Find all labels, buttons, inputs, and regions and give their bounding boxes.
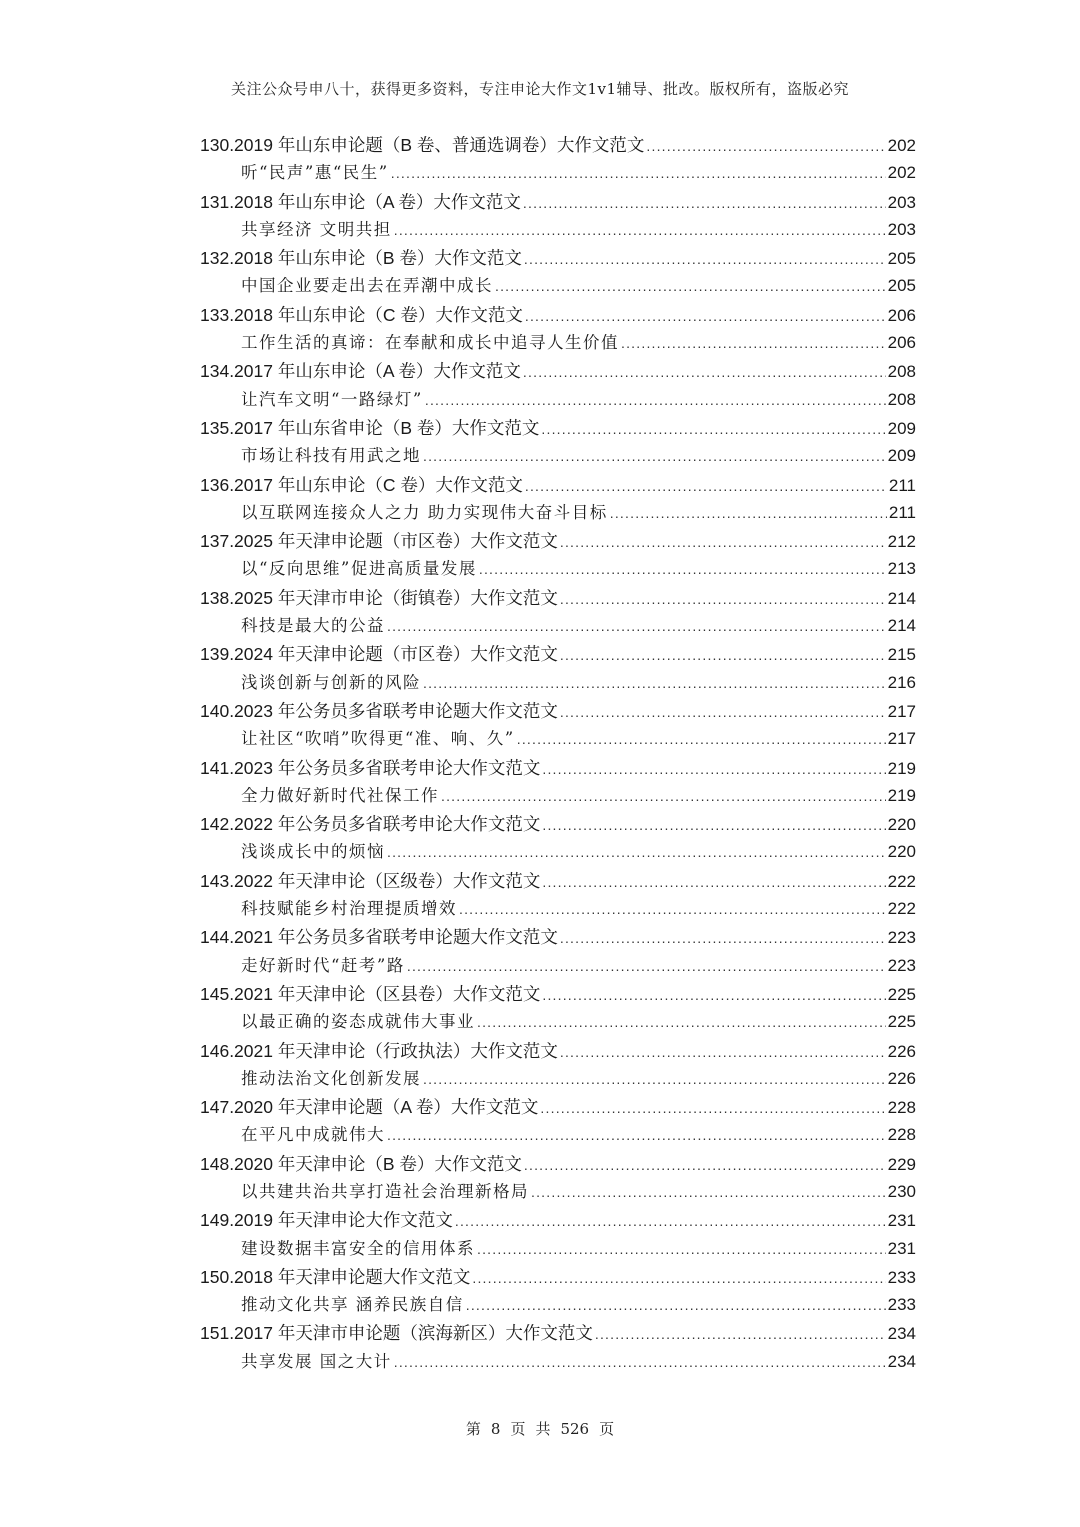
toc-entry-page-number: 233 (887, 1267, 916, 1287)
dot-leader (542, 981, 885, 1008)
dot-leader (394, 216, 886, 244)
toc-entry-title: 145.2021 年天津申论（区县卷）大作文范文 (200, 983, 541, 1004)
toc-entry[interactable] (200, 357, 916, 385)
toc-subentry-page-number: 216 (887, 672, 916, 692)
toc-subentry-page-number: 222 (887, 899, 916, 919)
toc-subentry-title: 推动文化共享 涵养民族自信 (241, 1295, 464, 1315)
toc-entry-page-number: 211 (888, 475, 916, 495)
toc-subentry[interactable] (200, 612, 916, 640)
toc-entry-title: 141.2023 年公务员多省联考申论大作文范文 (200, 757, 541, 778)
toc-subentry-title: 浅谈创新与创新的风险 (241, 672, 421, 692)
toc-entry-page-number: 215 (887, 645, 916, 665)
toc-entry-page-number: 234 (887, 1324, 916, 1344)
dot-leader (459, 895, 886, 923)
toc-entry-title: 135.2017 年山东省申论（B 卷）大作文范文 (200, 417, 540, 438)
toc-entry-title: 132.2018 年山东申论（B 卷）大作文范文 (200, 248, 522, 269)
toc-subentry-title: 推动法治文化创新发展 (241, 1068, 421, 1088)
toc-subentry-title: 以“反向思维”促进高质量发展 (241, 559, 477, 579)
toc-entry[interactable] (200, 471, 916, 499)
toc-subentry-title: 共享发展 国之大计 (241, 1351, 392, 1371)
toc-entry[interactable] (200, 414, 916, 442)
toc-subentry[interactable] (200, 216, 916, 244)
toc-subentry[interactable] (200, 272, 916, 300)
toc-subentry-page-number: 209 (887, 446, 916, 466)
dot-leader (423, 1065, 886, 1093)
toc-subentry-page-number: 230 (887, 1181, 916, 1201)
toc-entry[interactable] (200, 188, 916, 216)
dot-leader (610, 499, 887, 527)
toc-entry-title: 137.2025 年天津申论题（市区卷）大作文范文 (200, 531, 558, 552)
toc-entry-title: 148.2020 年天津申论（B 卷）大作文范文 (200, 1153, 522, 1174)
toc-subentry[interactable] (200, 499, 916, 527)
toc-subentry[interactable] (200, 782, 916, 810)
toc-subentry-title: 全力做好新时代社保工作 (241, 785, 439, 805)
toc-entry-page-number: 223 (887, 928, 916, 948)
toc-entry[interactable] (200, 923, 916, 951)
toc-entry-title: 143.2022 年天津申论（区级卷）大作文范文 (200, 870, 541, 891)
toc-entry-page-number: 203 (887, 192, 916, 212)
toc-subentry[interactable] (200, 952, 916, 980)
toc-entry-page-number: 206 (887, 305, 916, 325)
dot-leader (479, 555, 886, 583)
footer-current-page: 8 (490, 1420, 501, 1438)
toc-subentry-title: 以共建共治共享打造社会治理新格局 (241, 1181, 529, 1201)
toc-entry-page-number: 214 (887, 588, 916, 608)
toc-entry[interactable] (200, 640, 916, 668)
toc-subentry-page-number: 223 (887, 955, 916, 975)
toc-entry[interactable] (200, 584, 916, 612)
toc-subentry[interactable] (200, 1121, 916, 1149)
dot-leader (560, 924, 886, 951)
dot-leader (525, 472, 887, 499)
toc-entry-page-number: 212 (887, 532, 916, 552)
toc-subentry[interactable] (200, 838, 916, 866)
toc-entry[interactable] (200, 1150, 916, 1178)
toc-subentry-page-number: 220 (887, 842, 916, 862)
toc-entry-page-number: 222 (887, 871, 916, 891)
footer-label-di: 第 (465, 1420, 481, 1438)
dot-leader (595, 1320, 886, 1347)
dot-leader (477, 1008, 886, 1036)
dot-leader (391, 159, 886, 187)
toc-subentry-page-number: 208 (887, 389, 916, 409)
toc-subentry-title: 以互联网连接众人之力 助力实现伟大奋斗目标 (241, 502, 608, 522)
toc-subentry[interactable] (200, 725, 916, 753)
toc-entry-title: 134.2017 年山东申论（A 卷）大作文范文 (200, 361, 521, 382)
toc-subentry[interactable] (200, 555, 916, 583)
toc-subentry[interactable] (200, 1348, 916, 1376)
dot-leader (560, 641, 886, 668)
toc-entry-title: 151.2017 年天津市申论题（滨海新区）大作文范文 (200, 1323, 593, 1344)
dot-leader (560, 528, 886, 555)
dot-leader (525, 302, 886, 329)
toc-subentry-title: 听“民声”惠“民生” (241, 163, 389, 183)
dot-leader (621, 329, 886, 357)
toc-entry[interactable] (200, 1206, 916, 1234)
dot-leader (531, 1178, 886, 1206)
toc-subentry-page-number: 233 (887, 1295, 916, 1315)
dot-leader (524, 1151, 886, 1178)
footer-label-gong: 共 (535, 1420, 551, 1438)
toc-entry[interactable] (200, 697, 916, 725)
dot-leader (542, 755, 885, 782)
dot-leader (387, 612, 886, 640)
dot-leader (472, 1264, 885, 1291)
toc-entry-page-number: 205 (887, 249, 916, 269)
toc-subentry[interactable] (200, 1065, 916, 1093)
toc-entry[interactable] (200, 754, 916, 782)
dot-leader (495, 272, 886, 300)
dot-leader (540, 1094, 885, 1121)
toc-subentry[interactable] (200, 386, 916, 414)
toc-entry[interactable] (200, 301, 916, 329)
toc-entry-title: 142.2022 年公务员多省联考申论大作文范文 (200, 814, 541, 835)
dot-leader (387, 1121, 886, 1149)
dot-leader (542, 811, 885, 838)
toc-entry-page-number: 226 (887, 1041, 916, 1061)
toc-subentry-page-number: 214 (887, 616, 916, 636)
toc-entry-page-number: 209 (887, 418, 916, 438)
toc-subentry-title: 建设数据丰富安全的信用体系 (241, 1238, 475, 1258)
toc-subentry-title: 科技是最大的公益 (241, 616, 385, 636)
toc-entry-page-number: 202 (887, 136, 916, 155)
toc-subentry[interactable] (200, 329, 916, 357)
toc-entry[interactable] (200, 1319, 916, 1347)
dot-leader (560, 585, 886, 612)
toc-entry[interactable] (200, 131, 916, 159)
dot-leader (455, 1207, 886, 1234)
toc-subentry[interactable] (200, 895, 916, 923)
toc-subentry-title: 中国企业要走出去在弄潮中成长 (241, 276, 493, 296)
dot-leader (441, 782, 886, 810)
toc-subentry-title: 科技赋能乡村治理提质增效 (241, 899, 457, 919)
toc-entry[interactable] (200, 1037, 916, 1065)
toc-entry-page-number: 225 (887, 984, 916, 1004)
toc-subentry-title: 共享经济 文明共担 (241, 219, 392, 239)
dot-leader (560, 1038, 886, 1065)
toc-entry-title: 136.2017 年山东申论（C 卷）大作文范文 (200, 474, 523, 495)
toc-subentry[interactable] (200, 1235, 916, 1263)
page-header-notice: 关注公众号申八十，获得更多资料，专注申论大作文1v1辅导、批改。版权所有，盗版必究 (230, 80, 850, 98)
toc-subentry-page-number: 206 (887, 333, 916, 353)
dot-leader (477, 1235, 886, 1263)
toc-entry-title: 133.2018 年山东申论（C 卷）大作文范文 (200, 304, 523, 325)
toc-entry-page-number: 228 (887, 1098, 916, 1118)
toc-subentry-title: 工作生活的真谛：在奉献和成长中追寻人生价值 (241, 333, 619, 353)
toc-subentry-title: 以最正确的姿态成就伟大事业 (241, 1012, 475, 1032)
toc-subentry[interactable] (200, 1008, 916, 1036)
dot-leader (542, 868, 885, 895)
toc-entry[interactable] (200, 1263, 916, 1291)
toc-entry[interactable] (200, 867, 916, 895)
toc-entry[interactable] (200, 244, 916, 272)
dot-leader (407, 952, 886, 980)
dot-leader (394, 1348, 886, 1376)
toc-subentry-title: 让汽车文明“一路绿灯” (241, 389, 423, 409)
toc-entry-page-number: 217 (887, 701, 916, 721)
toc-entry-page-number: 231 (887, 1211, 916, 1231)
table-of-contents (200, 131, 916, 1376)
toc-entry-title: 149.2019 年天津申论大作文范文 (200, 1210, 453, 1231)
footer-label-ye-end: 页 (599, 1420, 615, 1438)
toc-subentry-page-number: 202 (887, 163, 916, 183)
dot-leader (425, 386, 886, 414)
footer-label-ye: 页 (510, 1420, 526, 1438)
toc-entry-title: 140.2023 年公务员多省联考申论题大作文范文 (200, 700, 558, 721)
toc-subentry[interactable] (200, 442, 916, 470)
dot-leader (523, 189, 886, 216)
toc-subentry-title: 浅谈成长中的烦恼 (241, 842, 385, 862)
toc-subentry-title: 市场让科技有用武之地 (241, 446, 421, 466)
toc-entry-title: 138.2025 年天津市申论（街镇卷）大作文范文 (200, 587, 558, 608)
toc-subentry-page-number: 205 (887, 276, 916, 296)
toc-entry[interactable] (200, 810, 916, 838)
toc-subentry[interactable] (200, 1291, 916, 1319)
toc-entry[interactable] (200, 980, 916, 1008)
toc-subentry-page-number: 211 (888, 502, 916, 522)
toc-entry-title: 139.2024 年天津申论题（市区卷）大作文范文 (200, 644, 558, 665)
toc-subentry-page-number: 231 (887, 1238, 916, 1258)
toc-entry-page-number: 208 (887, 362, 916, 382)
toc-entry-page-number: 219 (887, 758, 916, 778)
toc-subentry-page-number: 213 (887, 559, 916, 579)
toc-subentry-page-number: 203 (887, 219, 916, 239)
dot-leader (524, 245, 886, 272)
dot-leader (387, 838, 886, 866)
toc-entry[interactable] (200, 527, 916, 555)
toc-entry-page-number: 220 (887, 815, 916, 835)
dot-leader (466, 1291, 886, 1319)
dot-leader (523, 358, 886, 385)
toc-entry-title: 147.2020 年天津申论题（A 卷）大作文范文 (200, 1097, 539, 1118)
toc-subentry-page-number: 217 (887, 729, 916, 749)
dot-leader (517, 725, 886, 753)
toc-subentry[interactable] (200, 159, 916, 187)
toc-subentry[interactable] (200, 1178, 916, 1206)
dot-leader (560, 698, 886, 725)
toc-entry-title: 144.2021 年公务员多省联考申论题大作文范文 (200, 927, 558, 948)
toc-subentry-title: 在平凡中成就伟大 (241, 1125, 385, 1145)
toc-entry-title: 146.2021 年天津申论（行政执法）大作文范文 (200, 1040, 558, 1061)
toc-subentry[interactable] (200, 669, 916, 697)
toc-subentry-title: 走好新时代“赶考”路 (241, 955, 405, 975)
toc-subentry-page-number: 226 (887, 1068, 916, 1088)
dot-leader (423, 442, 886, 470)
dot-leader (423, 669, 886, 697)
toc-subentry-page-number: 219 (887, 785, 916, 805)
toc-subentry-page-number: 228 (887, 1125, 916, 1145)
toc-subentry-title: 让社区“吹哨”吹得更“准、响、久” (241, 729, 515, 749)
toc-entry-page-number: 229 (887, 1154, 916, 1174)
toc-entry-title: 131.2018 年山东申论（A 卷）大作文范文 (200, 191, 521, 212)
dot-leader (646, 132, 885, 159)
footer-total-pages: 526 (560, 1420, 590, 1438)
toc-entry-title: 150.2018 年天津申论题大作文范文 (200, 1266, 471, 1287)
toc-entry-title: 130.2019 年山东申论题（B 卷、普通选调卷）大作文范文 (200, 135, 645, 155)
toc-subentry-page-number: 225 (887, 1012, 916, 1032)
toc-entry[interactable] (200, 1093, 916, 1121)
toc-subentry-page-number: 234 (887, 1351, 916, 1371)
dot-leader (541, 415, 885, 442)
page-footer (0, 1418, 1080, 1439)
